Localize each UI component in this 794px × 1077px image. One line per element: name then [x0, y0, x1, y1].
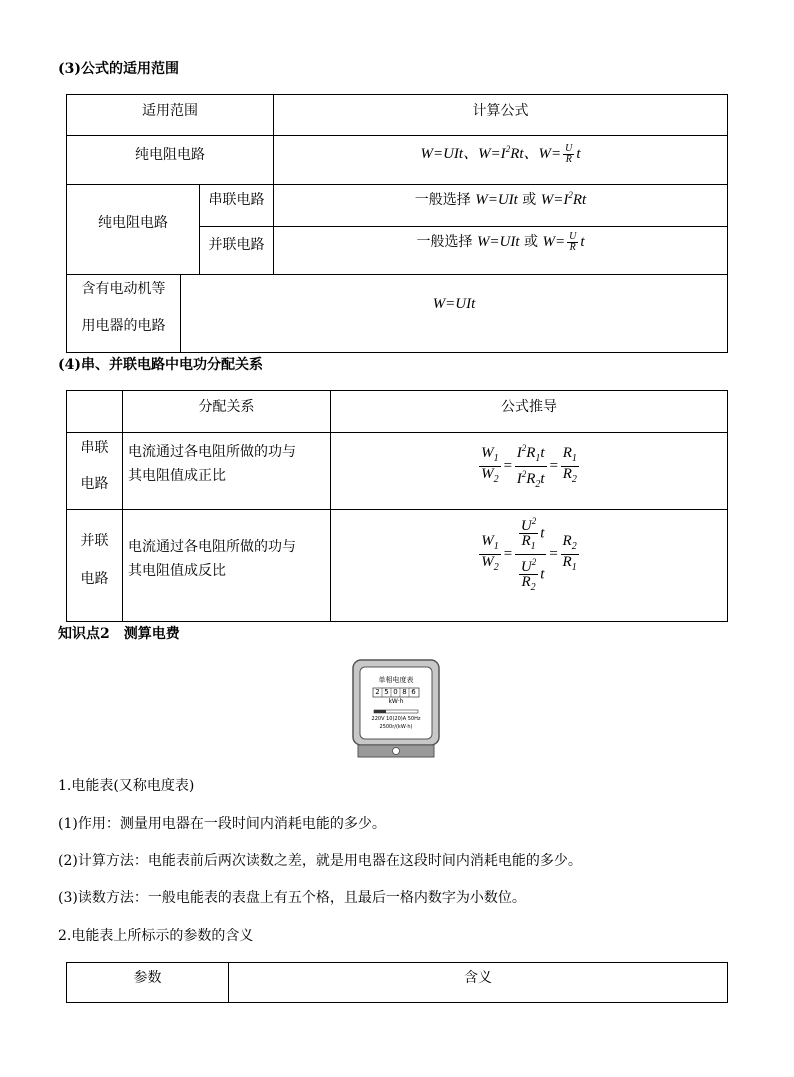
meter-unit: kW·h: [388, 698, 404, 705]
meter-spec-2: 2500r/(kW·h): [379, 724, 413, 730]
section4-heading: (4)串、并联电路中电功分配关系: [58, 357, 263, 373]
series-work-ratio: $\frac{W_1}{W_2}$ = $\frac{I^2R_1t}{I^2R_2t}$ = $\frac{R_1}{R_2}$: [481, 443, 577, 490]
table2-header-derivation: 公式推导: [330, 390, 728, 433]
table1-parallel-label: 并联电路: [199, 226, 274, 275]
electricity-meter-image: [352, 659, 440, 759]
paragraph-meter-definition: 1.电能表(又称电度表): [58, 778, 195, 794]
meter-spec-1: 220V 10(20)A 50Hz: [371, 716, 421, 722]
formula-pure-resistance: W=UIt、$W=I^2Rt$、W= $\frac{U}{R}$ t: [420, 143, 581, 166]
meter-title: 单相电度表: [378, 676, 414, 684]
parallel-work-ratio: $\frac{W_1}{W_2}$ = $\frac{U^2}{R_1}$ t $\frac{U^2}{R_2}$ t = $\frac{R_2}{R_1}$: [481, 516, 577, 593]
table1-row3-formula: W=UIt: [180, 274, 728, 353]
table2-series-label: 串联 电路: [66, 432, 123, 510]
table2-parallel-relation: 电流通过各电阻所做的功与 其电阻值成反比: [122, 509, 331, 622]
table1-row1-scope: 纯电阻电路: [66, 135, 274, 185]
table1-header-scope: 适用范围: [66, 94, 274, 136]
table3-header-meaning: 含义: [228, 962, 728, 1003]
table1-parallel-formula: 一般选择 W=UIt 或 W= $\frac{U}{R}$ t: [273, 226, 728, 275]
table2-parallel-label: 并联 电路: [66, 509, 123, 622]
section3-heading: (3)公式的适用范围: [58, 61, 179, 77]
table2-header-relation: 分配关系: [122, 390, 331, 433]
knowledge2-heading: 知识点2 测算电费: [58, 626, 180, 642]
table1-row2-scope: 纯电阻电路: [66, 184, 200, 275]
table1-series-label: 串联电路: [199, 184, 274, 227]
paragraph-parameter-meaning: 2.电能表上所标示的参数的含义: [58, 928, 254, 944]
meter-icon: [352, 659, 440, 759]
table2-parallel-formula: [330, 509, 728, 622]
table1-header-formula: 计算公式: [273, 94, 728, 136]
paragraph-meter-function: (1)作用：测量用电器在一段时间内消耗电能的多少。: [58, 816, 386, 832]
table1-row3-scope: 含有电动机等 用电器的电路: [66, 274, 181, 353]
table2-series-formula: [330, 432, 728, 510]
table2-series-relation: 电流通过各电阻所做的功与 其电阻值成正比: [122, 432, 331, 510]
table2-header-blank: [66, 390, 123, 433]
table3-header-parameter: 参数: [66, 962, 229, 1003]
table1-row1-formula: [273, 135, 728, 185]
paragraph-reading-method: (3)读数方法：一般电能表的表盘上有五个格，且最后一格内数字为小数位。: [58, 890, 526, 906]
table1-series-formula: 一般选择 W=UIt 或 $W=I^2Rt$: [273, 184, 728, 227]
paragraph-calculation-method: (2)计算方法：电能表前后两次读数之差，就是用电器在这段时间内消耗电能的多少。: [58, 853, 582, 869]
meter-digits: 2 5 0 8 6: [375, 688, 416, 696]
